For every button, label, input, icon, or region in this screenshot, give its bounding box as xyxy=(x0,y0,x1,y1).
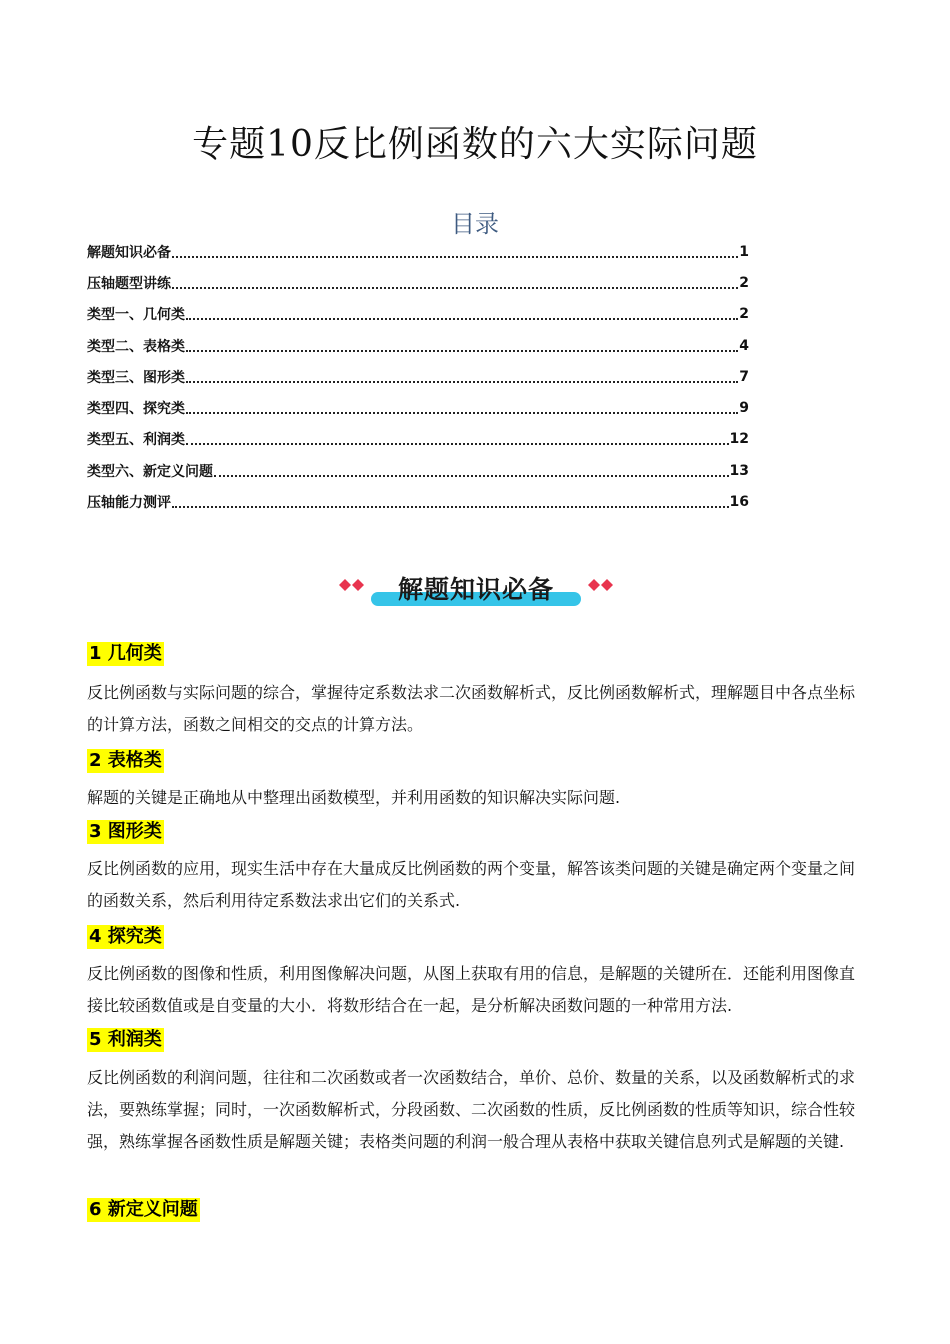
section-heading: 5 利润类 xyxy=(89,1029,162,1050)
toc-entry-label: 压轴能力测评 xyxy=(87,495,171,512)
toc-entry-label: 压轴题型讲练 xyxy=(87,275,171,292)
toc-leader xyxy=(172,287,738,289)
toc-leader xyxy=(186,443,729,445)
section-heading: 4 探究类 xyxy=(89,926,162,947)
table-of-contents xyxy=(87,236,749,518)
toc-entry-page: 12 xyxy=(729,431,749,448)
toc-entry-label: 类型六、新定义问题 xyxy=(87,463,213,480)
toc-entry-page: 1 xyxy=(739,243,749,260)
toc-entry[interactable] xyxy=(87,486,749,517)
document-title: 专题10反比例函数的六大实际问题 xyxy=(192,124,758,165)
section-banner xyxy=(333,566,619,612)
toc-entry-page: 2 xyxy=(739,306,749,323)
toc-leader xyxy=(172,256,738,258)
toc-leader xyxy=(186,350,738,352)
toc-entry[interactable] xyxy=(87,455,749,486)
toc-leader xyxy=(186,381,738,383)
section-text: 反比例函数的利润问题，往往和二次函数或者一次函数结合，单价、总价、数量的关系，以及函数解析式的求法，要熟练掌握；同时，一次函数解析式，分段函数、二次函数的性质，反比例函数的性质等知识，综合性较强，熟练掌握各函数性质是解题关键；表格类问题的利润一般合理从表格中获取关键信息列式是解题的关键. xyxy=(87,1068,856,1151)
toc-entry-page: 7 xyxy=(739,368,749,385)
section-text: 反比例函数的图像和性质，利用图像解决问题，从图上获取有用的信息，是解题的关键所在．还能利用图像直接比较函数值或是自变量的大小．将数形结合在一起，是分析解决函数问题的一种常用方法. xyxy=(87,964,856,1015)
toc-entry-page: 4 xyxy=(739,337,749,354)
toc-entry[interactable] xyxy=(87,330,749,361)
toc-entry[interactable] xyxy=(87,424,749,455)
toc-entry-label: 类型四、探究类 xyxy=(87,401,185,418)
toc-leader xyxy=(186,318,738,320)
section-heading: 6 新定义问题 xyxy=(89,1199,198,1220)
toc-entry-label: 类型五、利润类 xyxy=(87,432,185,449)
toc-leader xyxy=(172,506,729,508)
section-text: 解题的关键是正确地从中整理出函数模型，并利用函数的知识解决实际问题. xyxy=(87,788,621,807)
toc-entry-label: 类型三、图形类 xyxy=(87,369,185,386)
toc-entry-label: 解题知识必备 xyxy=(87,244,171,261)
toc-entry-label: 类型一、几何类 xyxy=(87,307,185,324)
toc-entry[interactable] xyxy=(87,236,749,267)
toc-heading: 目录 xyxy=(451,210,499,238)
toc-entry-label: 类型二、表格类 xyxy=(87,338,185,355)
section-text: 反比例函数的应用，现实生活中存在大量成反比例函数的两个变量，解答该类问题的关键是确定两个变量之间的函数关系，然后利用待定系数法求出它们的关系式. xyxy=(87,859,856,910)
toc-entry[interactable] xyxy=(87,267,749,298)
banner-title: 解题知识必备 xyxy=(397,575,554,604)
toc-entry-page: 9 xyxy=(739,400,749,417)
toc-entry-page: 13 xyxy=(729,462,749,479)
toc-entry[interactable] xyxy=(87,361,749,392)
section-heading: 1 几何类 xyxy=(89,643,162,664)
toc-entry-page: 16 xyxy=(729,494,749,511)
toc-entry-page: 2 xyxy=(739,274,749,291)
section-text: 反比例函数与实际问题的综合，掌握待定系数法求二次函数解析式，反比例函数解析式，理解题目中各点坐标的计算方法，函数之间相交的交点的计算方法。 xyxy=(87,683,856,734)
toc-entry[interactable] xyxy=(87,299,749,330)
toc-leader xyxy=(214,475,729,477)
toc-leader xyxy=(186,412,738,414)
toc-entry[interactable] xyxy=(87,392,749,423)
section-heading: 3 图形类 xyxy=(89,821,162,842)
section-heading: 2 表格类 xyxy=(89,750,162,771)
